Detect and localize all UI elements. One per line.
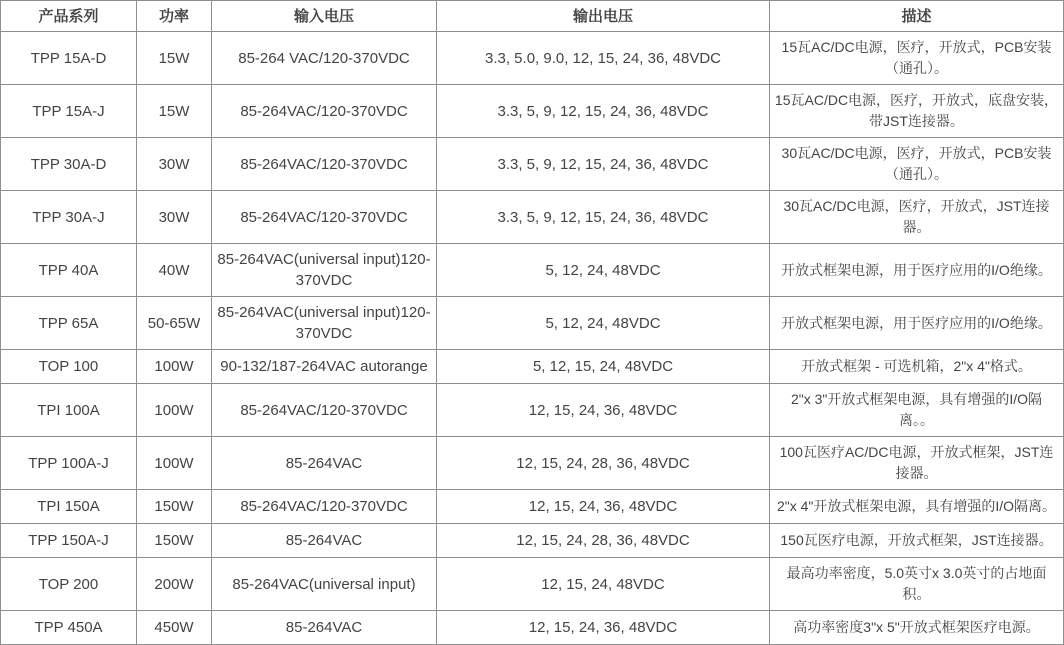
cell-series: TOP 200 [1,558,137,611]
table-row [1,384,1064,437]
cell-output: 12, 15, 24, 28, 36, 48VDC [437,437,770,490]
cell-power: 50-65W [137,297,212,350]
cell-power: 150W [137,490,212,524]
cell-input: 85-264VAC [212,524,437,558]
cell-input: 85-264VAC(universal input)120-370VDC [212,297,437,350]
cell-description: 最高功率密度，5.0英寸x 3.0英寸的占地面积。 [770,558,1064,611]
cell-description: 100瓦医疗AC/DC电源，开放式框架，JST连接器。 [770,437,1064,490]
cell-power: 30W [137,191,212,244]
column-header-output: 输出电压 [437,1,770,32]
cell-description: 150瓦医疗电源，开放式框架，JST连接器。 [770,524,1064,558]
cell-output: 12, 15, 24, 36, 48VDC [437,490,770,524]
cell-power: 100W [137,350,212,384]
cell-power: 15W [137,85,212,138]
cell-input: 85-264VAC(universal input)120-370VDC [212,244,437,297]
cell-output: 3.3, 5, 9, 12, 15, 24, 36, 48VDC [437,138,770,191]
cell-power: 100W [137,384,212,437]
cell-series: TPP 40A [1,244,137,297]
cell-output: 12, 15, 24, 28, 36, 48VDC [437,524,770,558]
table-row [1,437,1064,490]
column-header-input: 输入电压 [212,1,437,32]
cell-input: 85-264 VAC/120-370VDC [212,32,437,85]
cell-series: TPP 100A-J [1,437,137,490]
cell-description: 15瓦AC/DC电源，医疗，开放式，底盘安装，带JST连接器。 [770,85,1064,138]
cell-power: 30W [137,138,212,191]
column-header-series: 产品系列 [1,1,137,32]
cell-output: 5, 12, 24, 48VDC [437,297,770,350]
cell-output: 3.3, 5, 9, 12, 15, 24, 36, 48VDC [437,191,770,244]
table-row [1,524,1064,558]
table-row [1,244,1064,297]
column-header-description: 描述 [770,1,1064,32]
cell-description: 2"x 3"开放式框架电源，具有增强的I/O隔离。。 [770,384,1064,437]
cell-output: 12, 15, 24, 48VDC [437,558,770,611]
cell-input: 85-264VAC [212,611,437,645]
cell-description: 开放式框架电源，用于医疗应用的I/O绝缘。 [770,244,1064,297]
cell-series: TPP 15A-J [1,85,137,138]
table-row [1,32,1064,85]
cell-description: 开放式框架电源，用于医疗应用的I/O绝缘。 [770,297,1064,350]
cell-description: 30瓦AC/DC电源，医疗，开放式，PCB安装（通孔）。 [770,138,1064,191]
cell-output: 3.3, 5, 9, 12, 15, 24, 36, 48VDC [437,85,770,138]
cell-input: 85-264VAC/120-370VDC [212,384,437,437]
column-header-power: 功率 [137,1,212,32]
table-row [1,85,1064,138]
cell-output: 5, 12, 24, 48VDC [437,244,770,297]
table-row [1,350,1064,384]
cell-output: 12, 15, 24, 36, 48VDC [437,611,770,645]
cell-power: 200W [137,558,212,611]
cell-series: TPP 30A-J [1,191,137,244]
cell-power: 40W [137,244,212,297]
cell-series: TPP 450A [1,611,137,645]
cell-power: 150W [137,524,212,558]
cell-series: TPI 100A [1,384,137,437]
cell-series: TPP 15A-D [1,32,137,85]
cell-description: 30瓦AC/DC电源，医疗，开放式，JST连接器。 [770,191,1064,244]
cell-input: 90-132/187-264VAC autorange [212,350,437,384]
cell-output: 5, 12, 15, 24, 48VDC [437,350,770,384]
cell-power: 100W [137,437,212,490]
cell-description: 15瓦AC/DC电源，医疗，开放式，PCB安装（通孔）。 [770,32,1064,85]
cell-description: 2"x 4"开放式框架电源，具有增强的I/O隔离。 [770,490,1064,524]
cell-input: 85-264VAC/120-370VDC [212,191,437,244]
cell-series: TOP 100 [1,350,137,384]
cell-input: 85-264VAC/120-370VDC [212,138,437,191]
table-row [1,191,1064,244]
cell-input: 85-264VAC [212,437,437,490]
table-row [1,138,1064,191]
cell-power: 15W [137,32,212,85]
table-row [1,490,1064,524]
cell-input: 85-264VAC/120-370VDC [212,85,437,138]
table-row [1,558,1064,611]
cell-series: TPP 30A-D [1,138,137,191]
cell-series: TPP 65A [1,297,137,350]
cell-description: 开放式框架 - 可选机箱，2"x 4"格式。 [770,350,1064,384]
cell-input: 85-264VAC/120-370VDC [212,490,437,524]
cell-output: 12, 15, 24, 36, 48VDC [437,384,770,437]
cell-output: 3.3, 5.0, 9.0, 12, 15, 24, 36, 48VDC [437,32,770,85]
header-row [1,1,1064,32]
cell-input: 85-264VAC(universal input) [212,558,437,611]
table-row [1,297,1064,350]
cell-series: TPI 150A [1,490,137,524]
table-body [1,32,1064,645]
cell-power: 450W [137,611,212,645]
cell-description: 高功率密度3"x 5"开放式框架医疗电源。 [770,611,1064,645]
table-row [1,611,1064,645]
cell-series: TPP 150A-J [1,524,137,558]
